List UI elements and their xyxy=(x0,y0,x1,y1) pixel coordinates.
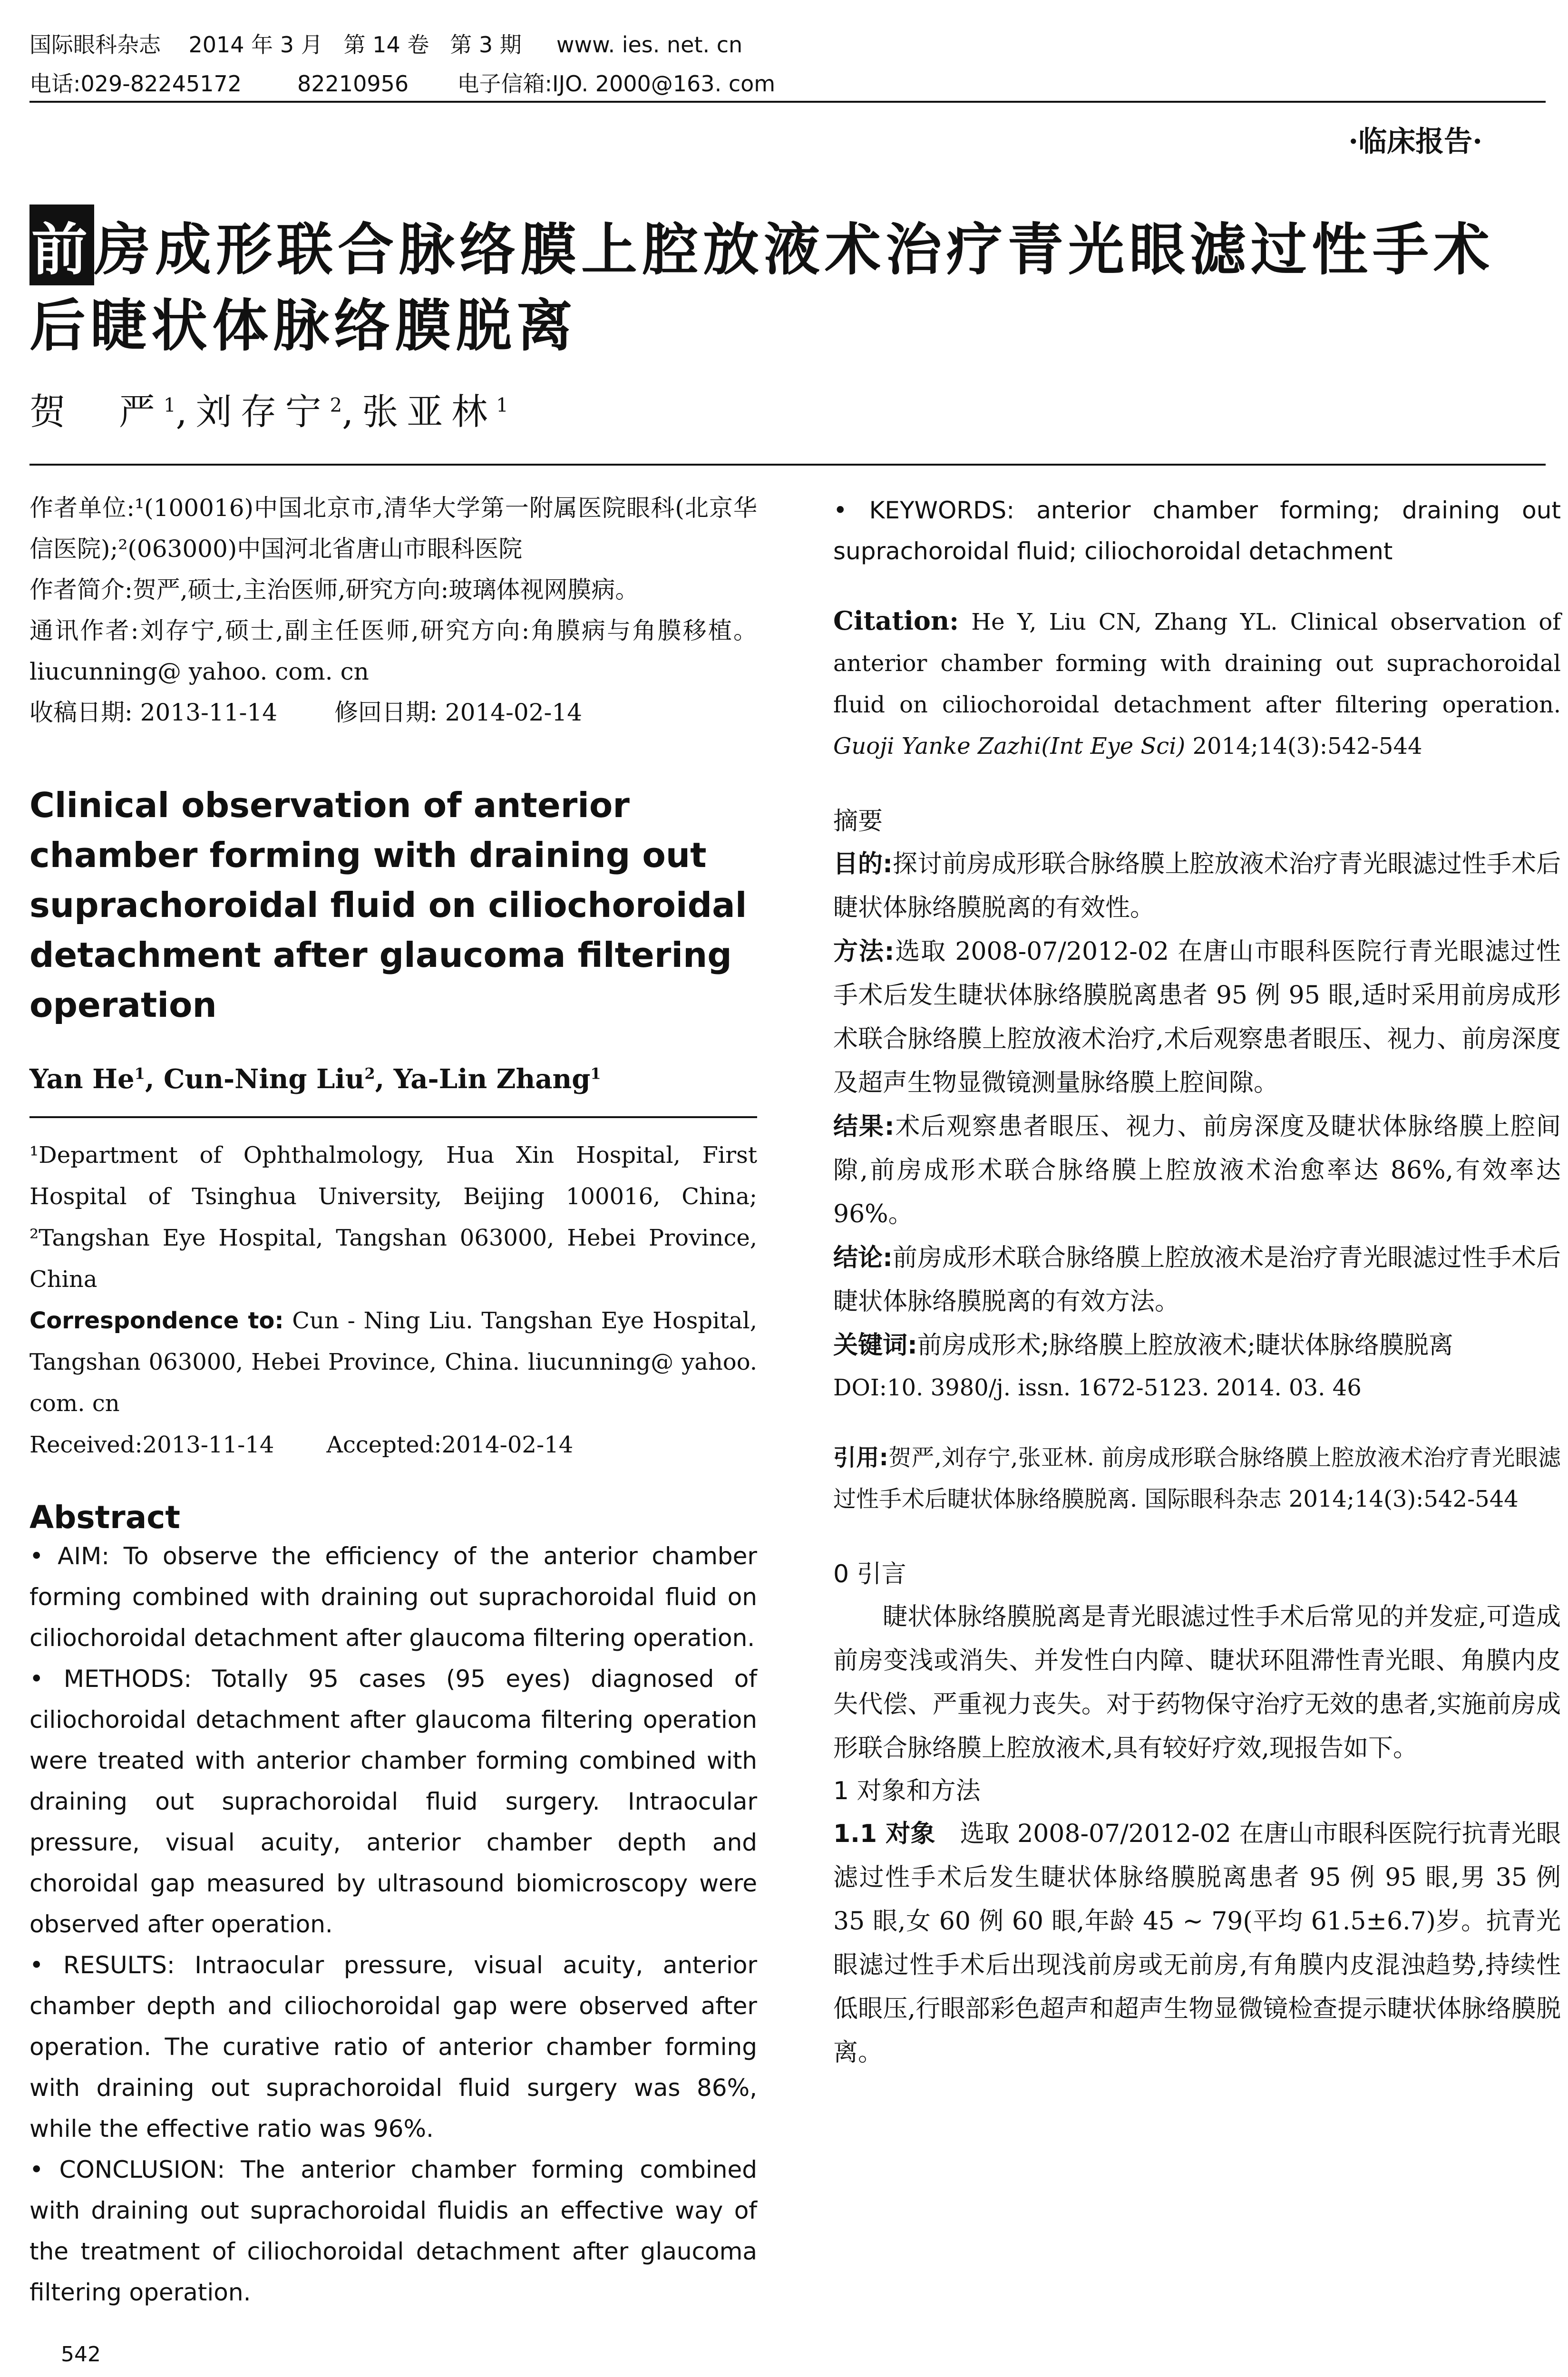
correspondence-en xyxy=(29,1300,757,1424)
title-line2: 后睫状体脉络膜脱离 xyxy=(29,293,578,359)
abstract-cn-keywords-label: 关键词: xyxy=(833,1331,917,1360)
authors-en: Yan He$^1$, Cun-Ning Liu$^2$, Ya-Lin Zhang$^1$ xyxy=(29,1063,601,1095)
left-column xyxy=(29,487,757,2313)
author-en-sup: 1 xyxy=(590,1064,601,1083)
author-en-name: Yan He xyxy=(29,1063,135,1095)
citation-journal: Guoji Yanke Zazhi(Int Eye Sci) xyxy=(833,733,1186,760)
affiliation-en: ¹Department of Ophthalmology, Hua Xin Hospital, First Hospital of Tsinghua University, Beijing 100016, China; ²Tangshan Eye Hospital, Tangshan 063000, Hebei Province, China xyxy=(29,1142,757,1293)
abstract-heading: Abstract xyxy=(29,1499,180,1536)
intro-heading: 0 引言 xyxy=(833,1560,906,1588)
abstract-aim-label: • AIM: xyxy=(29,1542,110,1570)
abstract-cn-conclusion-text: 前房成形术联合脉络膜上腔放液术是治疗青光眼滤过性手术后睫状体脉络膜脱离的有效方法。 xyxy=(833,1244,1561,1316)
correspondence-text: Cun - Ning Liu. Tangshan Eye Hospital, Tangshan 063000, Hebei Province, China. liucunning@ yahoo. com. cn xyxy=(29,1307,757,1417)
citation-cn xyxy=(833,1437,1561,1520)
abstract-cn-heading: 摘要 xyxy=(833,807,883,836)
abstract-results-text: Intraocular pressure, visual acuity, anterior chamber depth and ciliochoroidal gap were observed after operation. The curative ratio of anterior chamber forming with draining out suprachoroidal fluid surgery was 86%, while the effective ratio was 96%. xyxy=(29,1951,757,2143)
english-title: Clinical observation of anterior chamber forming with draining out suprachoroidal fluid on ciliochoroidal detachment after glaucoma filtering operation xyxy=(29,785,747,1025)
citation-cn-text: 贺严,刘存宁,张亚林. 前房成形联合脉络膜上腔放液术治疗青光眼滤过性手术后睫状体脉络膜脱离. 国际眼科杂志 2014;14(3):542-544 xyxy=(833,1444,1561,1512)
right-column xyxy=(833,490,1561,2075)
abstract-cn-keywords xyxy=(833,1324,1561,1367)
abstract-cn-conclusion xyxy=(833,1236,1561,1324)
abstract-cn-results-text: 术后观察患者眼压、视力、前房深度及睫状体脉络膜上腔间隙,前房成形术联合脉络膜上腔放液术治愈率达 86%,有效率达 96%。 xyxy=(833,1112,1561,1228)
abstract-cn-keywords-text: 前房成形术;脉络膜上腔放液术;睫状体脉络膜脱离 xyxy=(917,1331,1453,1360)
title-line1-rest: 房成形联合脉络膜上腔放液术治疗青光眼滤过性手术 xyxy=(94,217,1495,283)
received-date-en: Received:2013-11-14 xyxy=(29,1432,274,1458)
abstract-cn-methods-text: 选取 2008-07/2012-02 在唐山市眼科医院行青光眼滤过性手术后发生睫状体脉络膜脱离患者 95 例 95 眼,适时采用前房成形术联合脉络膜上腔放液术治疗,术后观察患者眼压、视力、前房深度及超声生物显微镜测量脉络膜上腔间隙。 xyxy=(833,937,1561,1097)
author-cn-sup: 2 xyxy=(330,394,342,417)
methods-heading: 1 对象和方法 xyxy=(833,1777,981,1805)
header-rule xyxy=(29,101,1546,103)
affiliation-cn: 作者单位:¹(100016)中国北京市,清华大学第一附属医院眼科(北京华信医院);²(063000)中国河北省唐山市眼科医院 xyxy=(29,494,757,563)
journal-header-line1: 国际眼科杂志 2014 年 3 月 第 14 卷 第 3 期 www. ies. net. cn xyxy=(29,32,743,58)
corresponding-author-cn: 通讯作者:刘存宁,硕士,副主任医师,研究方向:角膜病与角膜移植。liucunning@ yahoo. com. cn xyxy=(29,617,757,685)
author-cn-name: 贺 严 xyxy=(29,390,164,433)
author-en-name: Ya-Lin Zhang xyxy=(393,1063,591,1095)
abstract-results-label: • RESULTS: xyxy=(29,1951,175,1979)
citation-label: Citation: xyxy=(833,605,959,636)
abstract-methods xyxy=(29,1658,757,1945)
keywords-en xyxy=(833,490,1561,572)
abstract-cn-methods-label: 方法: xyxy=(833,937,895,966)
author-en-sup: 1 xyxy=(134,1064,145,1083)
subjects-label: 1.1 对象 xyxy=(833,1820,935,1848)
author-cn-sup: 1 xyxy=(164,394,176,417)
abstract-aim-text: To observe the efficiency of the anterior chamber forming combined with draining out suprachoroidal fluid on ciliochoroidal detachment after glaucoma filtering operation. xyxy=(29,1542,757,1652)
author-bio-cn: 作者简介:贺严,硕士,主治医师,研究方向:玻璃体视网膜病。 xyxy=(29,576,639,604)
author-en-name: Cun-Ning Liu xyxy=(163,1063,365,1095)
citation-text: He Y, Liu CN, Zhang YL. Clinical observation of anterior chamber forming with draining out suprachoroidal fluid on ciliochoroidal detachment after filtering operation. xyxy=(833,609,1561,718)
doi: DOI:10. 3980/j. issn. 1672-5123. 2014. 03. 46 xyxy=(833,1374,1362,1401)
author-cn-name: 刘存宁 xyxy=(195,390,330,433)
abstract-cn-objective-text: 探讨前房成形联合脉络膜上腔放液术治疗青光眼滤过性手术后睫状体脉络膜脱离的有效性。 xyxy=(833,850,1561,922)
citation-en xyxy=(833,600,1561,767)
abstract-cn-objective-label: 目的: xyxy=(833,850,893,878)
citation-tail: 2014;14(3):542-544 xyxy=(1185,733,1422,760)
abstract-methods-label: • METHODS: xyxy=(29,1665,192,1693)
page-number: 542 xyxy=(61,2342,101,2367)
abstract-conclusion-label: • CONCLUSION: xyxy=(29,2156,225,2183)
authors-en-rule xyxy=(29,1095,757,1118)
abstract-aim xyxy=(29,1536,757,1658)
abstract-cn-objective xyxy=(833,842,1561,930)
abstract-methods-text: Totally 95 cases (95 eyes) diagnosed of ciliochoroidal detachment after glaucoma filtering operation were treated with anterior chamber forming combined with draining out suprachoroidal fluid surgery. Intraocular pressure, visual acuity, anterior chamber depth and choroidal gap measured by ultrasound biomicroscopy were observed after operation. xyxy=(29,1665,757,1938)
subjects-text: 选取 2008-07/2012-02 在唐山市眼科医院行抗青光眼滤过性手术后发生睫状体脉络膜脱离患者 95 例 95 眼,男 35 例 35 眼,女 60 例 60 眼,年龄 45 ~ 79(平均 61.5±6.7)岁。抗青光眼滤过性手术后出现浅前房或无前房,有角膜内皮混浊趋势,持续性低眼压,行眼部彩色超声和超声生物显微镜检查提示睫状体脉络膜脱离。 xyxy=(833,1820,1561,2067)
section-tag: ·临床报告· xyxy=(1348,125,1482,158)
citation-cn-label: 引用: xyxy=(833,1444,888,1471)
received-date-cn: 收稿日期: 2013-11-14 xyxy=(29,699,278,726)
abstract-cn-results-label: 结果: xyxy=(833,1112,895,1141)
abstract-conclusion-text: The anterior chamber forming combined with draining out suprachoroidal fluidis an effective way of the treatment of ciliochoroidal detachment after glaucoma filtering operation. xyxy=(29,2156,757,2306)
dates-cn xyxy=(29,692,757,733)
journal-header-line2: 电话:029-82245172 82210956 电子信箱:IJO. 2000@163. com xyxy=(29,71,776,97)
correspondence-label: Correspondence to: xyxy=(29,1307,284,1334)
dates-en xyxy=(29,1424,757,1466)
intro-text: 睫状体脉络膜脱离是青光眼滤过性手术后常见的并发症,可造成前房变浅或消失、并发性白内障、睫状环阻滞性青光眼、角膜内皮失代偿、严重视力丧失。对于药物保守治疗无效的患者,实施前房成形联合脉络膜上腔放液术,具有较好疗效,现报告如下。 xyxy=(833,1603,1561,1763)
author-cn-sup: 1 xyxy=(496,394,508,417)
abstract-cn-conclusion-label: 结论: xyxy=(833,1244,893,1272)
abstract-results xyxy=(29,1945,757,2149)
title-first-char: 前 xyxy=(29,205,94,285)
revised-date-cn: 修回日期: 2014-02-14 xyxy=(334,699,583,726)
title-rule xyxy=(29,464,1546,466)
author-en-sup: 2 xyxy=(364,1064,375,1083)
abstract-cn-results xyxy=(833,1105,1561,1236)
subjects-paragraph xyxy=(833,1812,1561,2075)
author-cn-name: 张亚林 xyxy=(362,390,497,433)
title-line1 xyxy=(29,205,1494,285)
authors-cn: 贺 严$^1$,刘存宁$^2$,张亚林$^1$ xyxy=(29,390,508,433)
abstract-conclusion xyxy=(29,2149,757,2313)
accepted-date-en: Accepted:2014-02-14 xyxy=(326,1432,574,1458)
keywords-text: anterior chamber forming; draining out suprachoroidal fluid; ciliochoroidal detachment xyxy=(833,497,1561,565)
abstract-cn-methods xyxy=(833,930,1561,1105)
keywords-label: • KEYWORDS: xyxy=(833,497,1015,524)
